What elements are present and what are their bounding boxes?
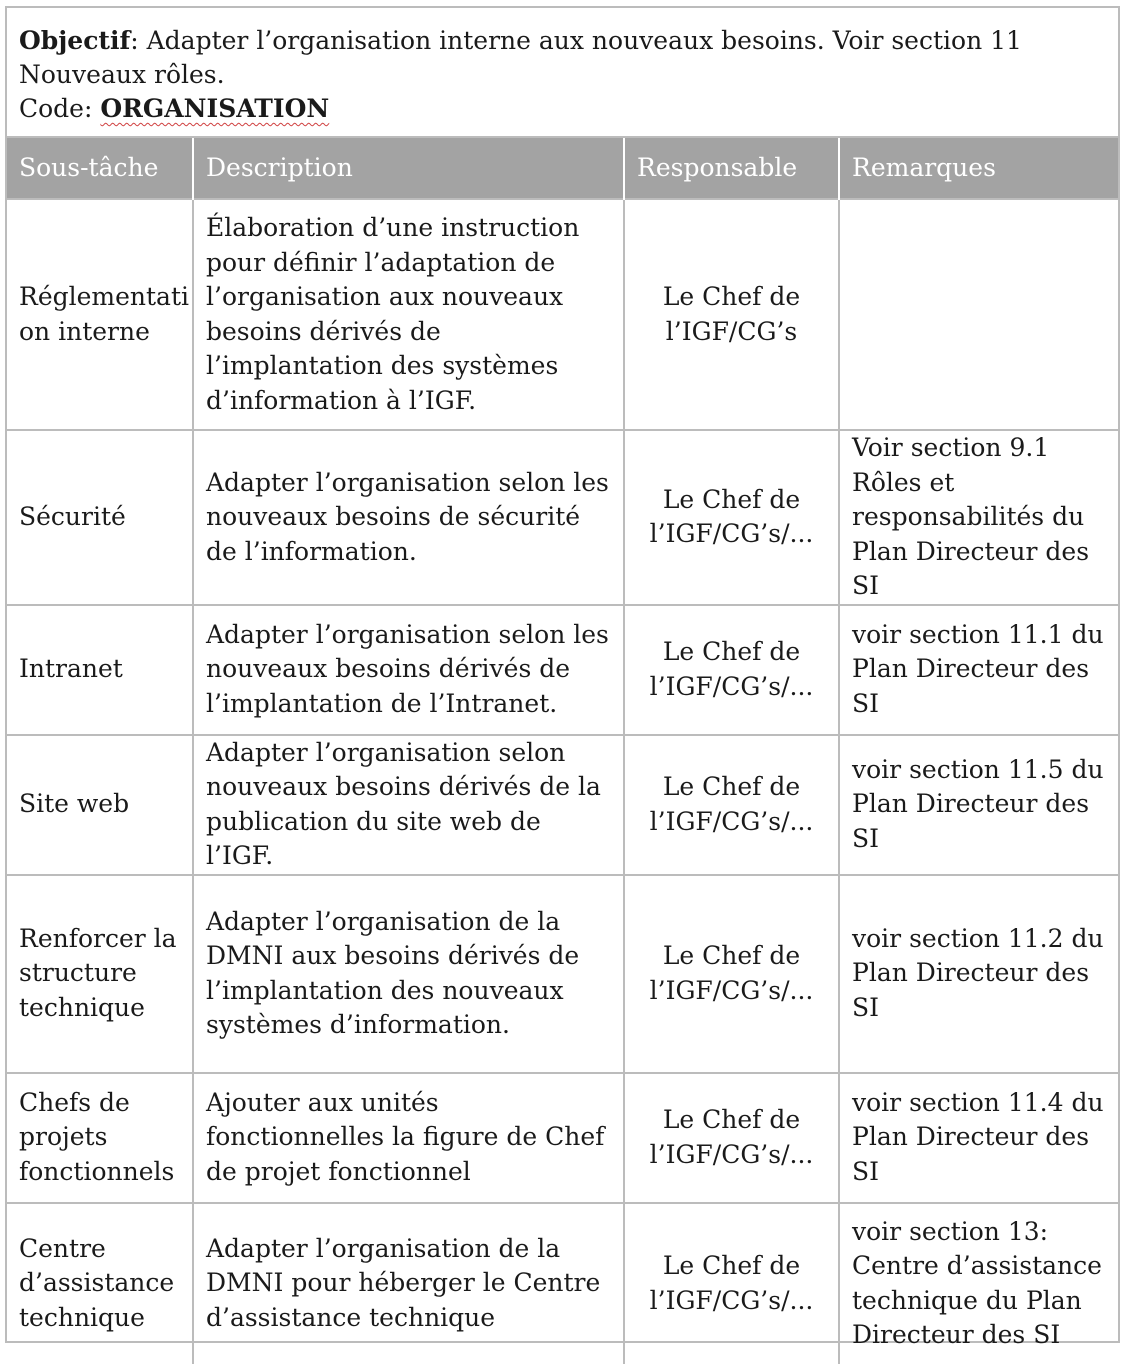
cell-subtask: Réglementati on interne (7, 199, 193, 430)
header-subtask: Sous-tâche (7, 138, 193, 199)
document-frame (5, 6, 1120, 1349)
cell-description: Adapter l’organisation selon nouveaux besoins dérivés de la publication du site web de l’IGF. (193, 735, 624, 875)
cell-remarks: voir section 11.4 du Plan Directeur des SI (839, 1073, 1118, 1203)
table-row (7, 1203, 1118, 1364)
cell-remarks: Voir section 9.1 Rôles et responsabilités du Plan Directeur des SI (839, 430, 1118, 605)
table-header-row (7, 138, 1118, 199)
table-row (7, 1073, 1118, 1203)
objective-label: Objectif (19, 26, 131, 55)
objective-text: Adapter l’organisation interne aux nouveaux besoins. Voir section 11 Nouveaux rôles. (19, 26, 1022, 89)
header-responsible: Responsable (624, 138, 839, 199)
cell-description: Adapter l’organisation de la DMNI aux besoins dérivés de l’implantation des nouveaux systèmes d’information. (193, 875, 624, 1073)
cell-responsible: Le Chef de l’IGF/CG’s/... (624, 430, 839, 605)
cell-subtask: Site web (7, 735, 193, 875)
cell-subtask: Sécurité (7, 430, 193, 605)
table-row (7, 875, 1118, 1073)
cell-responsible: Le Chef de l’IGF/CG’s/... (624, 605, 839, 735)
cell-responsible: Le Chef de l’IGF/CG’s/... (624, 875, 839, 1073)
cell-remarks: voir section 11.2 du Plan Directeur des SI (839, 875, 1118, 1073)
cell-remarks: voir section 13: Centre d’assistance technique du Plan Directeur des SI (839, 1203, 1118, 1364)
objective-block (7, 8, 1118, 138)
cell-subtask: Intranet (7, 605, 193, 735)
cell-responsible: Le Chef de l’IGF/CG’s (624, 199, 839, 430)
cell-responsible: Le Chef de l’IGF/CG’s/... (624, 735, 839, 875)
cell-subtask: Centre d’assistance technique (7, 1203, 193, 1364)
cell-subtask: Chefs de projets fonctionnels (7, 1073, 193, 1203)
cell-description: Adapter l’organisation selon les nouveaux besoins de sécurité de l’information. (193, 430, 624, 605)
objective-separator: : (130, 26, 147, 55)
table-row (7, 605, 1118, 735)
cell-remarks: voir section 11.5 du Plan Directeur des SI (839, 735, 1118, 875)
table-row (7, 199, 1118, 430)
table-row (7, 430, 1118, 605)
cell-remarks (839, 199, 1118, 430)
code-label: Code: (19, 94, 101, 123)
header-description: Description (193, 138, 624, 199)
cell-responsible: Le Chef de l’IGF/CG’s/... (624, 1203, 839, 1364)
code-value: ORGANISATION (100, 94, 330, 123)
cell-description: Élaboration d’une instruction pour définir l’adaptation de l’organisation aux nouveaux besoins dérivés de l’implantation des systèmes d’information à l’IGF. (193, 199, 624, 430)
header-remarks: Remarques (839, 138, 1118, 199)
cell-description: Adapter l’organisation selon les nouveaux besoins dérivés de l’implantation de l’Intranet. (193, 605, 624, 735)
cell-description: Ajouter aux unités fonctionnelles la figure de Chef de projet fonctionnel (193, 1073, 624, 1203)
table-row (7, 735, 1118, 875)
cell-description: Adapter l’organisation de la DMNI pour héberger le Centre d’assistance technique (193, 1203, 624, 1364)
cell-remarks: voir section 11.1 du Plan Directeur des SI (839, 605, 1118, 735)
cell-subtask: Renforcer la structure technique (7, 875, 193, 1073)
cell-responsible: Le Chef de l’IGF/CG’s/... (624, 1073, 839, 1203)
subtask-table (7, 138, 1118, 1364)
